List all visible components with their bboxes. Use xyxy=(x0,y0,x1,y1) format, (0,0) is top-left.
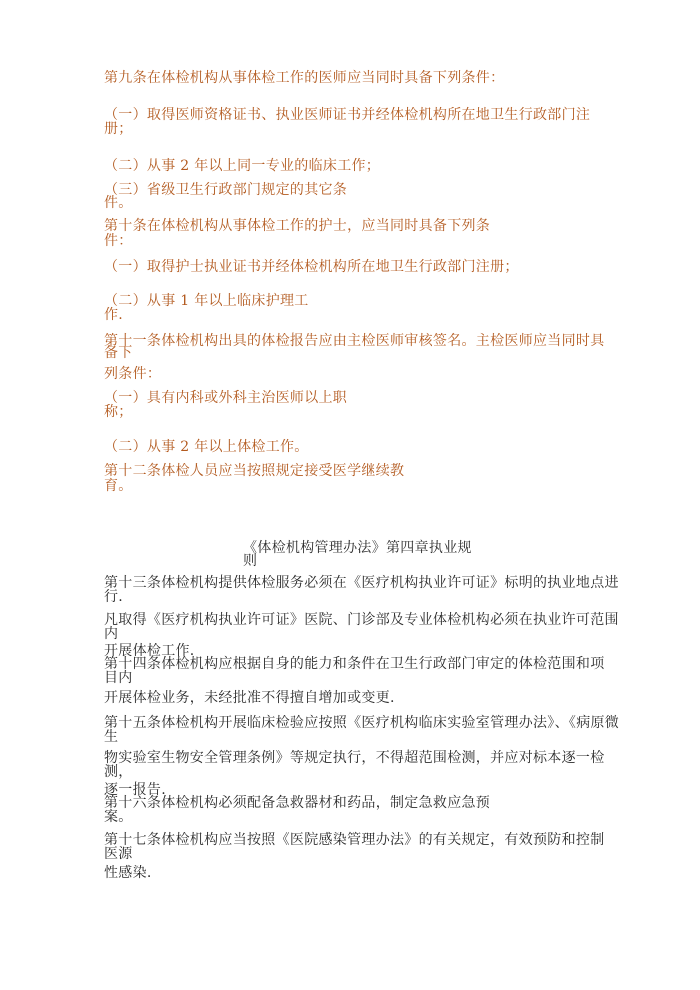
article-9-line: 第九条在体检机构从事体检工作的医师应当同时具备下列条件： xyxy=(104,70,505,86)
article-9-item-3-line: （三）省级卫生行政部门规定的其它条 xyxy=(104,182,348,198)
article-9-item-1-wrap: 册； xyxy=(104,121,133,137)
article-17-end: 性感染. xyxy=(104,865,152,881)
article-13-line: 第十三条体检机构提供体检服务必须在《医疗机构执业许可证》标明的执业地点进 xyxy=(104,575,619,591)
article-13-para-2-line: 凡取得《医疗机构执业许可证》医院、门诊部及专业体检机构必须在执业许可范围 xyxy=(104,612,619,628)
article-15-wrap: 生 xyxy=(104,729,119,745)
article-16-line: 第十六条体检机构必须配备急救器材和药品，制定急救应急预 xyxy=(104,795,491,811)
article-10-item-2-line: （二）从事 1 年以上临床护理工 xyxy=(104,293,309,309)
article-17-line: 第十七条体检机构应当按照《医院感染管理办法》的有关规定，有效预防和控制 xyxy=(104,832,605,848)
article-12-wrap: 育。 xyxy=(104,478,133,494)
article-16-wrap: 案。 xyxy=(104,809,133,825)
article-10-item-2-wrap: 作. xyxy=(104,307,124,323)
article-9-item-3-wrap: 件。 xyxy=(104,195,133,211)
article-13-para-2-wrap: 内 xyxy=(104,626,119,642)
chapter-heading-wrap: 则 xyxy=(243,553,258,569)
article-11-conditions-line: 列条件： xyxy=(104,366,162,382)
article-9-item-2-line: （二）从事 2 年以上同一专业的临床工作； xyxy=(104,158,381,174)
article-13-para-2-end: 开展体检工作. xyxy=(104,643,195,659)
article-13-wrap: 行. xyxy=(104,589,124,605)
article-15-line: 第十五条体检机构开展临床检验应按照《医疗机构临床实验室管理办法》、《病原微 xyxy=(104,715,620,731)
article-15-wrap-2: 测， xyxy=(104,764,133,780)
article-11-wrap: 备下 xyxy=(104,345,133,361)
article-15-end: 逐一报告. xyxy=(104,782,166,798)
article-14-line: 第十四条体检机构应根据自身的能力和条件在卫生行政部门审定的体检范围和项 xyxy=(104,656,605,672)
article-11-item-1-wrap: 称； xyxy=(104,404,133,420)
article-17-wrap: 医源 xyxy=(104,846,133,862)
article-15-line-2: 物实验室生物安全管理条例》等规定执行，不得超范围检测，并应对标本逐一检 xyxy=(104,750,605,766)
article-14-wrap: 目内 xyxy=(104,670,133,686)
article-14-end: 开展体检业务，未经批准不得擅自增加或变更. xyxy=(104,690,395,706)
article-10-line: 第十条在体检机构从事体检工作的护士，应当同时具备下列条 xyxy=(104,218,491,234)
article-11-item-2-line: （二）从事 2 年以上体检工作。 xyxy=(104,439,309,455)
chapter-heading: 《体检机构管理办法》第四章执业规 xyxy=(243,540,472,556)
article-11-item-1-line: （一）具有内科或外科主治医师以上职 xyxy=(104,390,348,406)
article-9-item-1-line: （一）取得医师资格证书、执业医师证书并经体检机构所在地卫生行政部门注 xyxy=(104,107,591,123)
article-11-line: 第十一条体检机构出具的体检报告应由主检医师审核签名。主检医师应当同时具 xyxy=(104,333,605,349)
article-10-item-1-line: （一）取得护士执业证书并经体检机构所在地卫生行政部门注册； xyxy=(104,259,519,275)
article-12-line: 第十二条体检人员应当按照规定接受医学继续教 xyxy=(104,463,405,479)
article-10-wrap: 件： xyxy=(104,233,133,249)
